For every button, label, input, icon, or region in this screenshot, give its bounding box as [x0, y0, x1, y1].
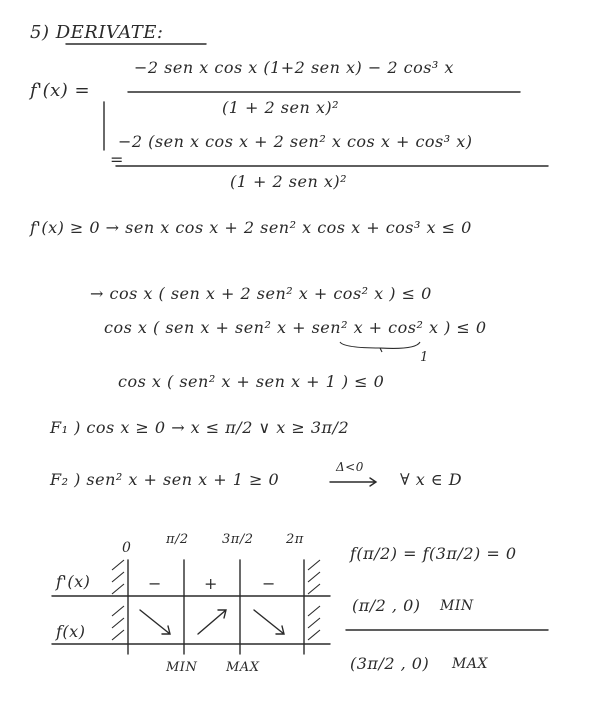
sign-2: + [204, 574, 218, 593]
label-max: MAX [226, 660, 260, 675]
max-point-label: MAX [452, 656, 488, 672]
arrow-decreasing-2 [254, 610, 284, 634]
tick-2pi: 2π [286, 532, 304, 547]
page-title: 5) DERIVATE: [30, 22, 164, 43]
label-min: MIN [166, 660, 198, 675]
derivative-lhs: f'(x) = [30, 80, 91, 101]
inequality-line-1: f'(x) ≥ 0 → sen x cos x + 2 sen² x cos x + cos³ x ≤ 0 [30, 218, 472, 237]
tick-3pi-half: 3π/2 [222, 532, 254, 547]
numerator-1: −2 sen x cos x (1+2 sen x) − 2 cos³ x [134, 58, 454, 77]
result-values: f(π/2) = f(3π/2) = 0 [350, 544, 517, 563]
min-point: (π/2 , 0) [352, 596, 421, 615]
factor-1: F₁ ) cos x ≥ 0 → x ≤ π/2 ∨ x ≥ 3π/2 [50, 418, 350, 437]
row-label-f: f(x) [56, 622, 86, 641]
row-label-fprime: f'(x) [56, 572, 91, 591]
underbrace [340, 342, 420, 352]
delta-label: Δ<0 [336, 460, 364, 474]
identity-one: 1 [420, 350, 429, 365]
delta-arrow [330, 478, 376, 486]
sign-3: − [262, 574, 276, 593]
inequality-line-2: → cos x ( sen x + 2 sen² x + cos² x ) ≤ 0 [90, 284, 432, 303]
equals-sign: = [110, 150, 124, 169]
arrow-decreasing-1 [140, 610, 170, 634]
min-point-label: MIN [440, 598, 474, 614]
tick-pi-half: π/2 [166, 532, 189, 547]
forall-label: ∀ x ∈ D [400, 470, 463, 489]
factor-2: F₂ ) sen² x + sen x + 1 ≥ 0 [50, 470, 280, 489]
arrow-increasing [198, 610, 226, 634]
tick-0: 0 [122, 540, 132, 556]
inequality-line-4: cos x ( sen² x + sen x + 1 ) ≤ 0 [118, 372, 385, 391]
inequality-line-3: cos x ( sen x + sen² x + sen² x + cos² x ) ≤ 0 [104, 318, 487, 337]
denominator-2: (1 + 2 sen x)² [230, 172, 348, 191]
sign-1: − [148, 574, 162, 593]
hatch-left [112, 560, 124, 640]
denominator-1: (1 + 2 sen x)² [222, 98, 340, 117]
max-point: (3π/2 , 0) [350, 654, 430, 673]
hatch-right [308, 560, 320, 640]
numerator-2: −2 (sen x cos x + 2 sen² x cos x + cos³ x) [118, 132, 473, 151]
